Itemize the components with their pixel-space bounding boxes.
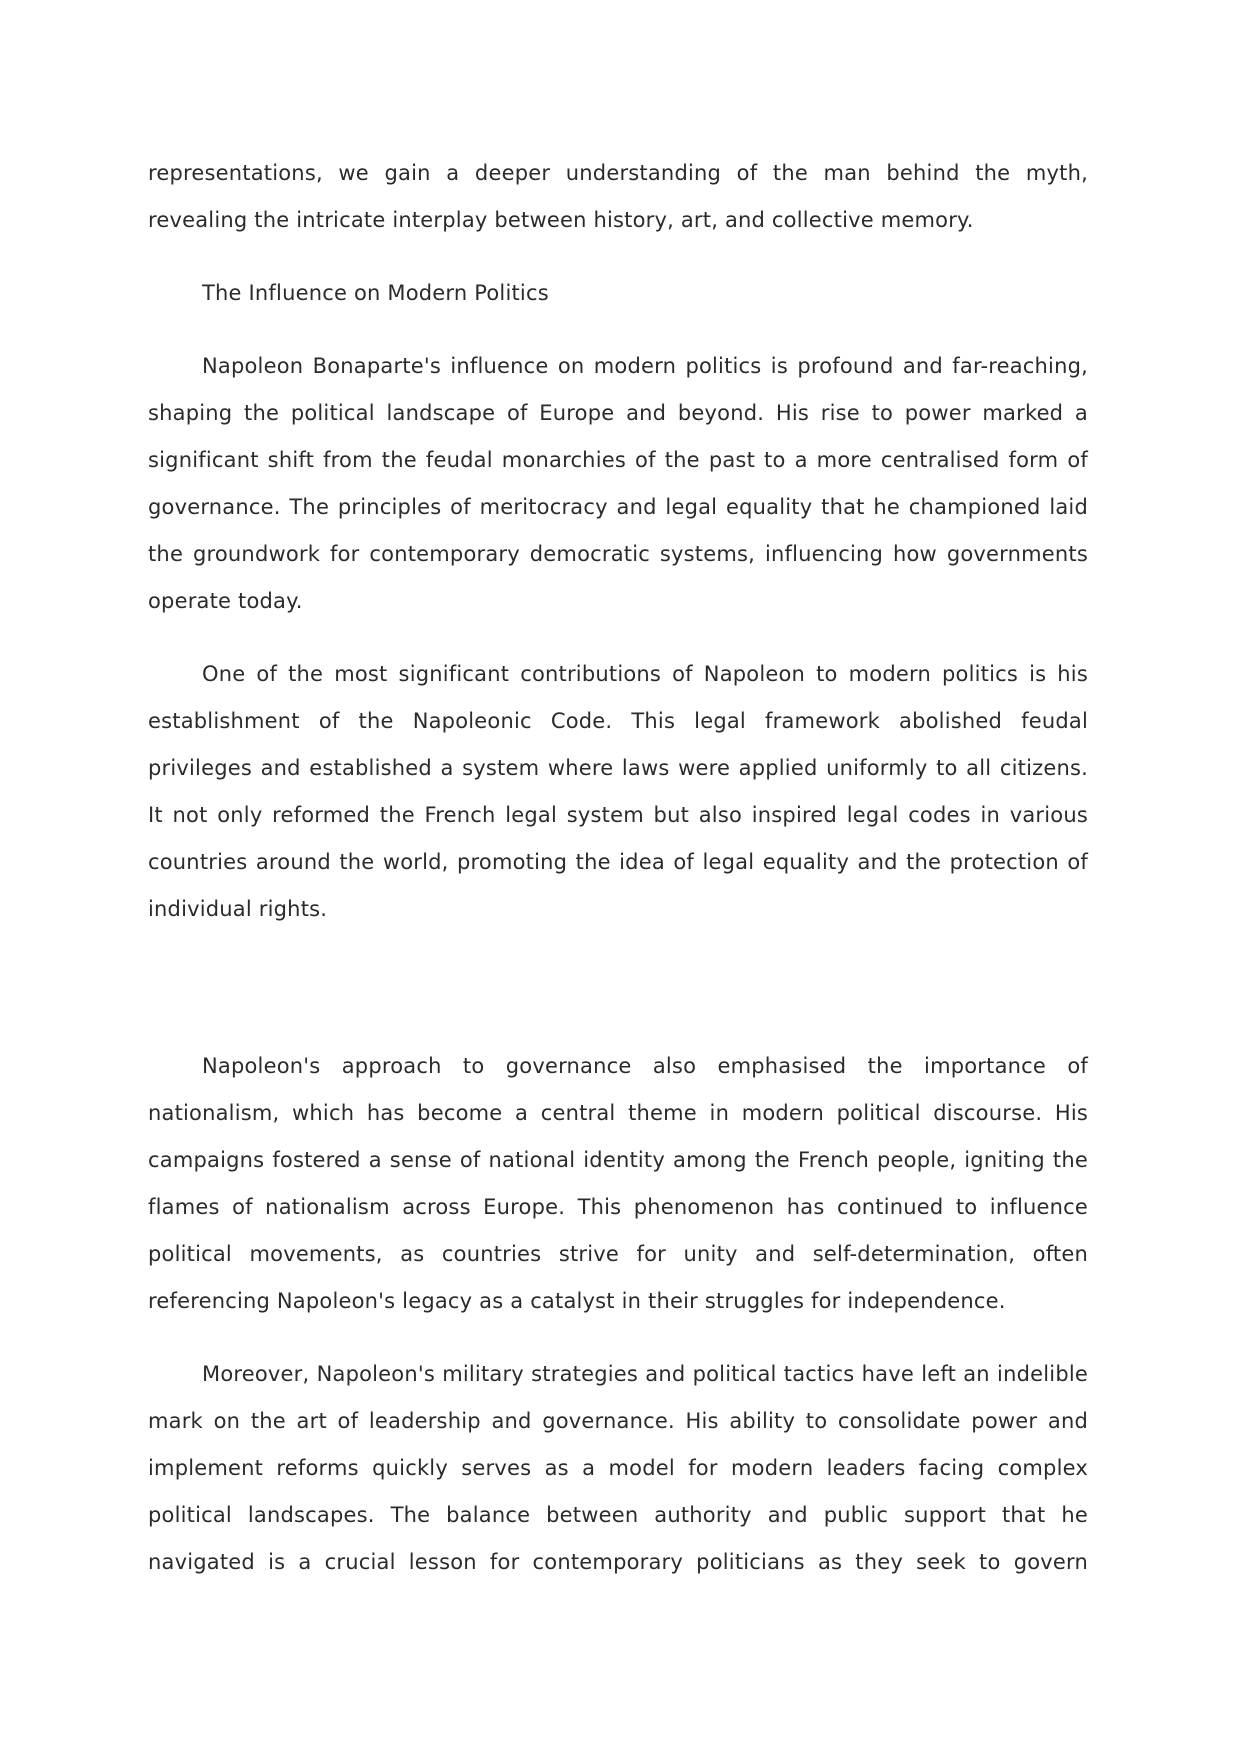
document-page xyxy=(148,150,1088,1586)
continuation-paragraph: representations, we gain a deeper understanding of the man behind the myth, revealing the intricate interplay between history, art, and collective memory. xyxy=(148,161,1088,232)
spacer xyxy=(148,244,1088,270)
spacer xyxy=(148,1325,1088,1351)
paragraph-2: One of the most significant contributions of Napoleon to modern politics is his establishment of the Napoleonic Code. This legal framework abolished feudal privileges and established a system where laws were applied uniformly to all citizens. It not only reformed the French legal system but also inspired legal codes in various countries around the world, promoting the idea of legal equality and the protection of individual rights. xyxy=(148,662,1088,921)
paragraph-1: Napoleon Bonaparte's influence on modern politics is profound and far-reaching, shaping the political landscape of Europe and beyond. His rise to power marked a significant shift from the feudal monarchies of the past to a more centralised form of governance. The principles of meritocracy and legal equality that he championed laid the groundwork for contemporary democratic systems, influencing how governments operate today. xyxy=(148,354,1088,613)
paragraph-3: Napoleon's approach to governance also emphasised the importance of nationalism, which has become a central theme in modern political discourse. His campaigns fostered a sense of national identity among the French people, igniting the flames of nationalism across Europe. This phenomenon has continued to influence political movements, as countries strive for unity and self-determination, often referencing Napoleon's legacy as a catalyst in their struggles for independence. xyxy=(148,1054,1088,1313)
spacer xyxy=(148,317,1088,343)
spacer xyxy=(148,625,1088,651)
paragraph-4: Moreover, Napoleon's military strategies and political tactics have left an indelible mark on the art of leadership and governance. His ability to consolidate power and implement reforms quickly serves as a model for modern leaders facing complex political landscapes. The balance between authority and public support that he navigated is a crucial lesson for contemporary politicians as they seek to govern xyxy=(148,1362,1088,1574)
spacer xyxy=(148,933,1088,1043)
section-heading: The Influence on Modern Politics xyxy=(202,281,549,305)
